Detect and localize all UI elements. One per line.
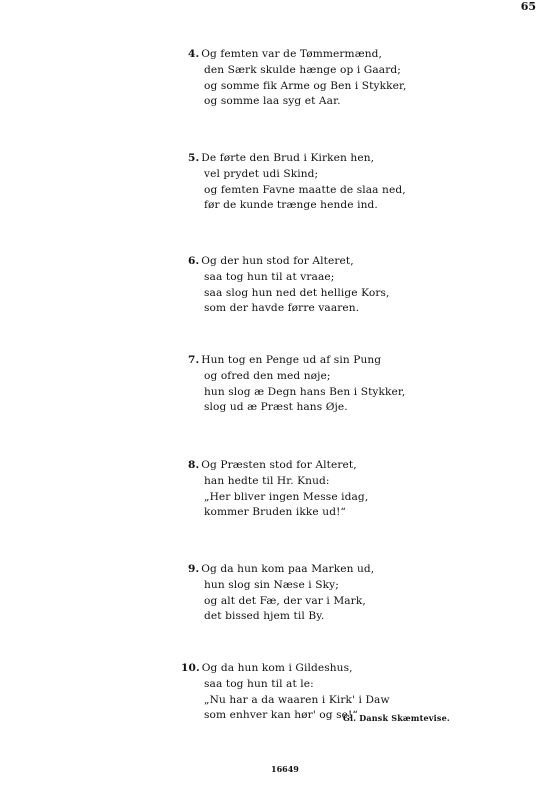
stanza-line	[188, 458, 368, 474]
stanza-line: hun slog æ Degn hans Ben i Stykker,	[204, 385, 406, 398]
stanza-number: 10.	[181, 662, 200, 674]
stanza-line: kommer Bruden ikke ud!“	[204, 506, 346, 519]
stanza-line: saa slog hun ned det hellige Kors,	[204, 286, 390, 299]
stanza-line: og somme fik Arme og Ben i Stykker,	[204, 79, 407, 92]
stanza-line	[188, 47, 406, 63]
stanza-line: slog ud æ Præst hans Øje.	[204, 401, 348, 414]
stanza-line: saa tog hun til at le:	[204, 677, 314, 690]
stanza-line	[188, 353, 405, 369]
stanza-line: og somme laa syg et Aar.	[204, 95, 341, 108]
stanza-line-text: Og femten var de Tømmermænd,	[201, 48, 383, 60]
stanza-line-text: Og da hun kom i Gildeshus,	[201, 662, 353, 674]
stanza-line-text: Og der hun stod for Alteret,	[201, 255, 354, 267]
stanza-line: hun slog sin Næse i Sky;	[204, 578, 339, 591]
stanza-6	[188, 254, 390, 317]
stanza-number: 5.	[188, 152, 200, 164]
stanza-line: som der havde førre vaaren.	[204, 302, 360, 315]
stanza-line: før de kunde trænge hende ind.	[204, 199, 378, 212]
footer-code: 16649	[271, 764, 299, 774]
stanza-number: 8.	[188, 459, 200, 471]
stanza-line-text: De førte den Brud i Kirken hen,	[201, 152, 375, 164]
stanza-line-text: Hun tog en Penge ud af sin Pung	[201, 354, 382, 366]
stanza-number: 9.	[188, 563, 200, 575]
stanza-line-text: Og da hun kom paa Marken ud,	[201, 563, 375, 575]
stanza-line	[188, 254, 390, 270]
stanza-line: „Nu har a da waaren i Kirk' i Daw	[204, 693, 390, 706]
stanza-5	[188, 151, 406, 214]
stanza-line: vel prydet udi Skind;	[204, 167, 319, 180]
stanza-line: og alt det Fæ, der var i Mark,	[204, 594, 366, 607]
stanza-number: 4.	[188, 48, 200, 60]
stanza-line: som enhver kan hør' og se!“	[204, 709, 358, 722]
page-number: 65	[520, 0, 536, 13]
stanza-line: saa tog hun til at vraae;	[204, 270, 335, 283]
stanza-line	[188, 151, 406, 167]
stanza-8	[188, 458, 368, 521]
stanza-9	[188, 562, 374, 625]
attribution: Gl. Dansk Skæmtevise.	[343, 713, 450, 723]
stanza-line: han hedte til Hr. Knud:	[204, 474, 330, 487]
stanza-line: og femten Favne maatte de slaa ned,	[204, 183, 406, 196]
stanza-line-text: Og Præsten stod for Alteret,	[201, 459, 357, 471]
stanza-4	[188, 47, 406, 110]
stanza-line: den Særk skulde hænge op i Gaard;	[204, 63, 401, 76]
stanza-number: 7.	[188, 354, 200, 366]
stanza-line: og ofred den med nøje;	[204, 369, 331, 382]
stanza-7	[188, 353, 405, 416]
stanza-line	[188, 562, 374, 578]
stanza-line	[181, 661, 390, 677]
stanza-number: 6.	[188, 255, 200, 267]
stanza-line: „Her bliver ingen Messe idag,	[204, 490, 369, 503]
stanza-line: det bissed hjem til By.	[204, 610, 325, 623]
